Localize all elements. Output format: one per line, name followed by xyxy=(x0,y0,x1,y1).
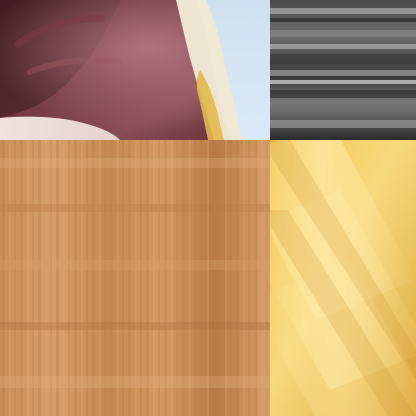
wood-block xyxy=(0,322,270,330)
gray-band xyxy=(270,70,416,76)
tile-wood-grain xyxy=(0,140,270,416)
gray-band xyxy=(270,8,416,14)
gray-band xyxy=(270,80,416,84)
wood-block xyxy=(0,204,270,212)
gray-band xyxy=(270,18,416,22)
wood-block xyxy=(0,376,270,388)
tile-wood-grain-art xyxy=(0,140,270,416)
tile-grayscale-texture xyxy=(270,0,416,140)
wood-block xyxy=(0,260,270,270)
tile-yellow-streaks xyxy=(270,140,416,416)
tile-yellow-streaks-art xyxy=(270,140,416,416)
tile-grayscale-texture-art xyxy=(270,0,416,140)
gray-band xyxy=(270,44,416,49)
gray-band xyxy=(270,104,416,114)
wood-block xyxy=(0,158,270,168)
tile-skin-closeup-art xyxy=(0,0,270,140)
wood-stripes xyxy=(0,140,270,416)
gray-band xyxy=(270,30,416,37)
gray-band xyxy=(270,90,416,98)
gray-band xyxy=(270,54,416,64)
tile-skin-closeup xyxy=(0,0,270,140)
gray-band xyxy=(270,120,416,128)
